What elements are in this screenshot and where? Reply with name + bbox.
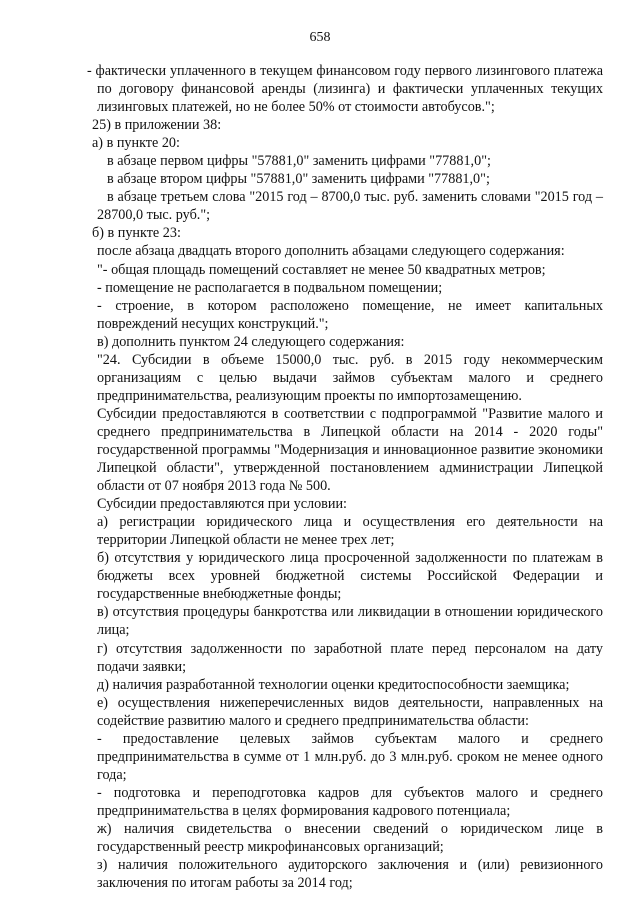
paragraph: в абзаце первом цифры "57881,0" заменить цифрами "77881,0"; [107, 153, 491, 170]
page-number: 658 [309, 30, 331, 45]
paragraph: е) осуществления нижеперечисленных видов деятельности, направленных на содействие развитию малого и среднего предпринимательства области: [97, 694, 603, 729]
paragraph: - предоставление целевых займов субъектам малого и среднего предпринимательства в сумме от 1 млн.руб. до 3 млн.руб. сроком не менее одного года; [97, 730, 603, 783]
paragraph: "24. Субсидии в объеме 15000,0 тыс. руб. в 2015 году некоммерческим организациям с целью выдачи займов субъектам малого и среднего предпринимательства, реализующим проекты по импортозамещению. [97, 351, 603, 404]
paragraph: б) в пункте 23: [92, 225, 181, 242]
paragraph: - фактически уплаченного в текущем финансовом году первого лизингового платежа по договору финансовой аренды (лизинга) и фактически уплаченных текущих лизинговых платежей, но не более 50% от стоимости автобусов."; [87, 63, 603, 116]
paragraph: а) регистрации юридического лица и осуществления его деятельности на территории Липецкой области не менее трех лет; [97, 514, 603, 549]
paragraph: д) наличия разработанной технологии оценки кредитоспособности заемщика; [97, 676, 570, 693]
paragraph: после абзаца двадцать второго дополнить абзацами следующего содержания: [97, 243, 565, 260]
paragraph: в) дополнить пунктом 24 следующего содержания: [97, 333, 405, 350]
paragraph: з) наличия положительного аудиторского заключения и (или) ревизионного заключения по итогам работы за 2014 год; [97, 857, 603, 892]
paragraph: Субсидии предоставляются в соответствии с подпрограммой "Развитие малого и среднего предпринимательства в Липецкой области на 2014 - 2020 годы" государственной программы "Модернизация и инновационное развитие экономики Липецкой области", утвержденной постановлением администрации Липецкой области от 07 ноября 2013 года № 500. [97, 405, 603, 495]
paragraph: ж) наличия свидетельства о внесении сведений о юридическом лице в государственный реестр микрофинансовых организаций; [97, 820, 603, 856]
paragraph: в абзаце втором цифры "57881,0" заменить цифрами "77881,0"; [107, 171, 490, 188]
paragraph: г) отсутствия задолженности по заработной плате перед персоналом на дату подачи заявки; [97, 640, 603, 675]
paragraph: - строение, в котором расположено помещение, не имеет капитальных повреждений несущих конструкций."; [97, 297, 603, 332]
paragraph: - помещение не располагается в подвальном помещении; [97, 279, 443, 296]
paragraph: б) отсутствия у юридического лица просроченной задолженности по платежам в бюджеты всех уровней бюджетной системы Российской Федерации и государственные внебюджетные фонды; [97, 550, 603, 603]
document-body [87, 62, 603, 892]
paragraph: а) в пункте 20: [92, 135, 180, 152]
paragraph: 25) в приложении 38: [92, 117, 222, 134]
paragraph: - подготовка и переподготовка кадров для субъектов малого и среднего предпринимательства в целях формирования кадрового потенциала; [97, 784, 603, 819]
paragraph: Субсидии предоставляются при условии: [97, 496, 347, 513]
paragraph: в абзаце третьем слова "2015 год – 8700,0 тыс. руб. заменить словами "2015 год – 28700,0 тыс. руб."; [97, 189, 603, 224]
paragraph: "- общая площадь помещений составляет не менее 50 квадратных метров; [97, 261, 546, 278]
paragraph: в) отсутствия процедуры банкротства или ликвидации в отношении юридического лица; [97, 604, 603, 639]
